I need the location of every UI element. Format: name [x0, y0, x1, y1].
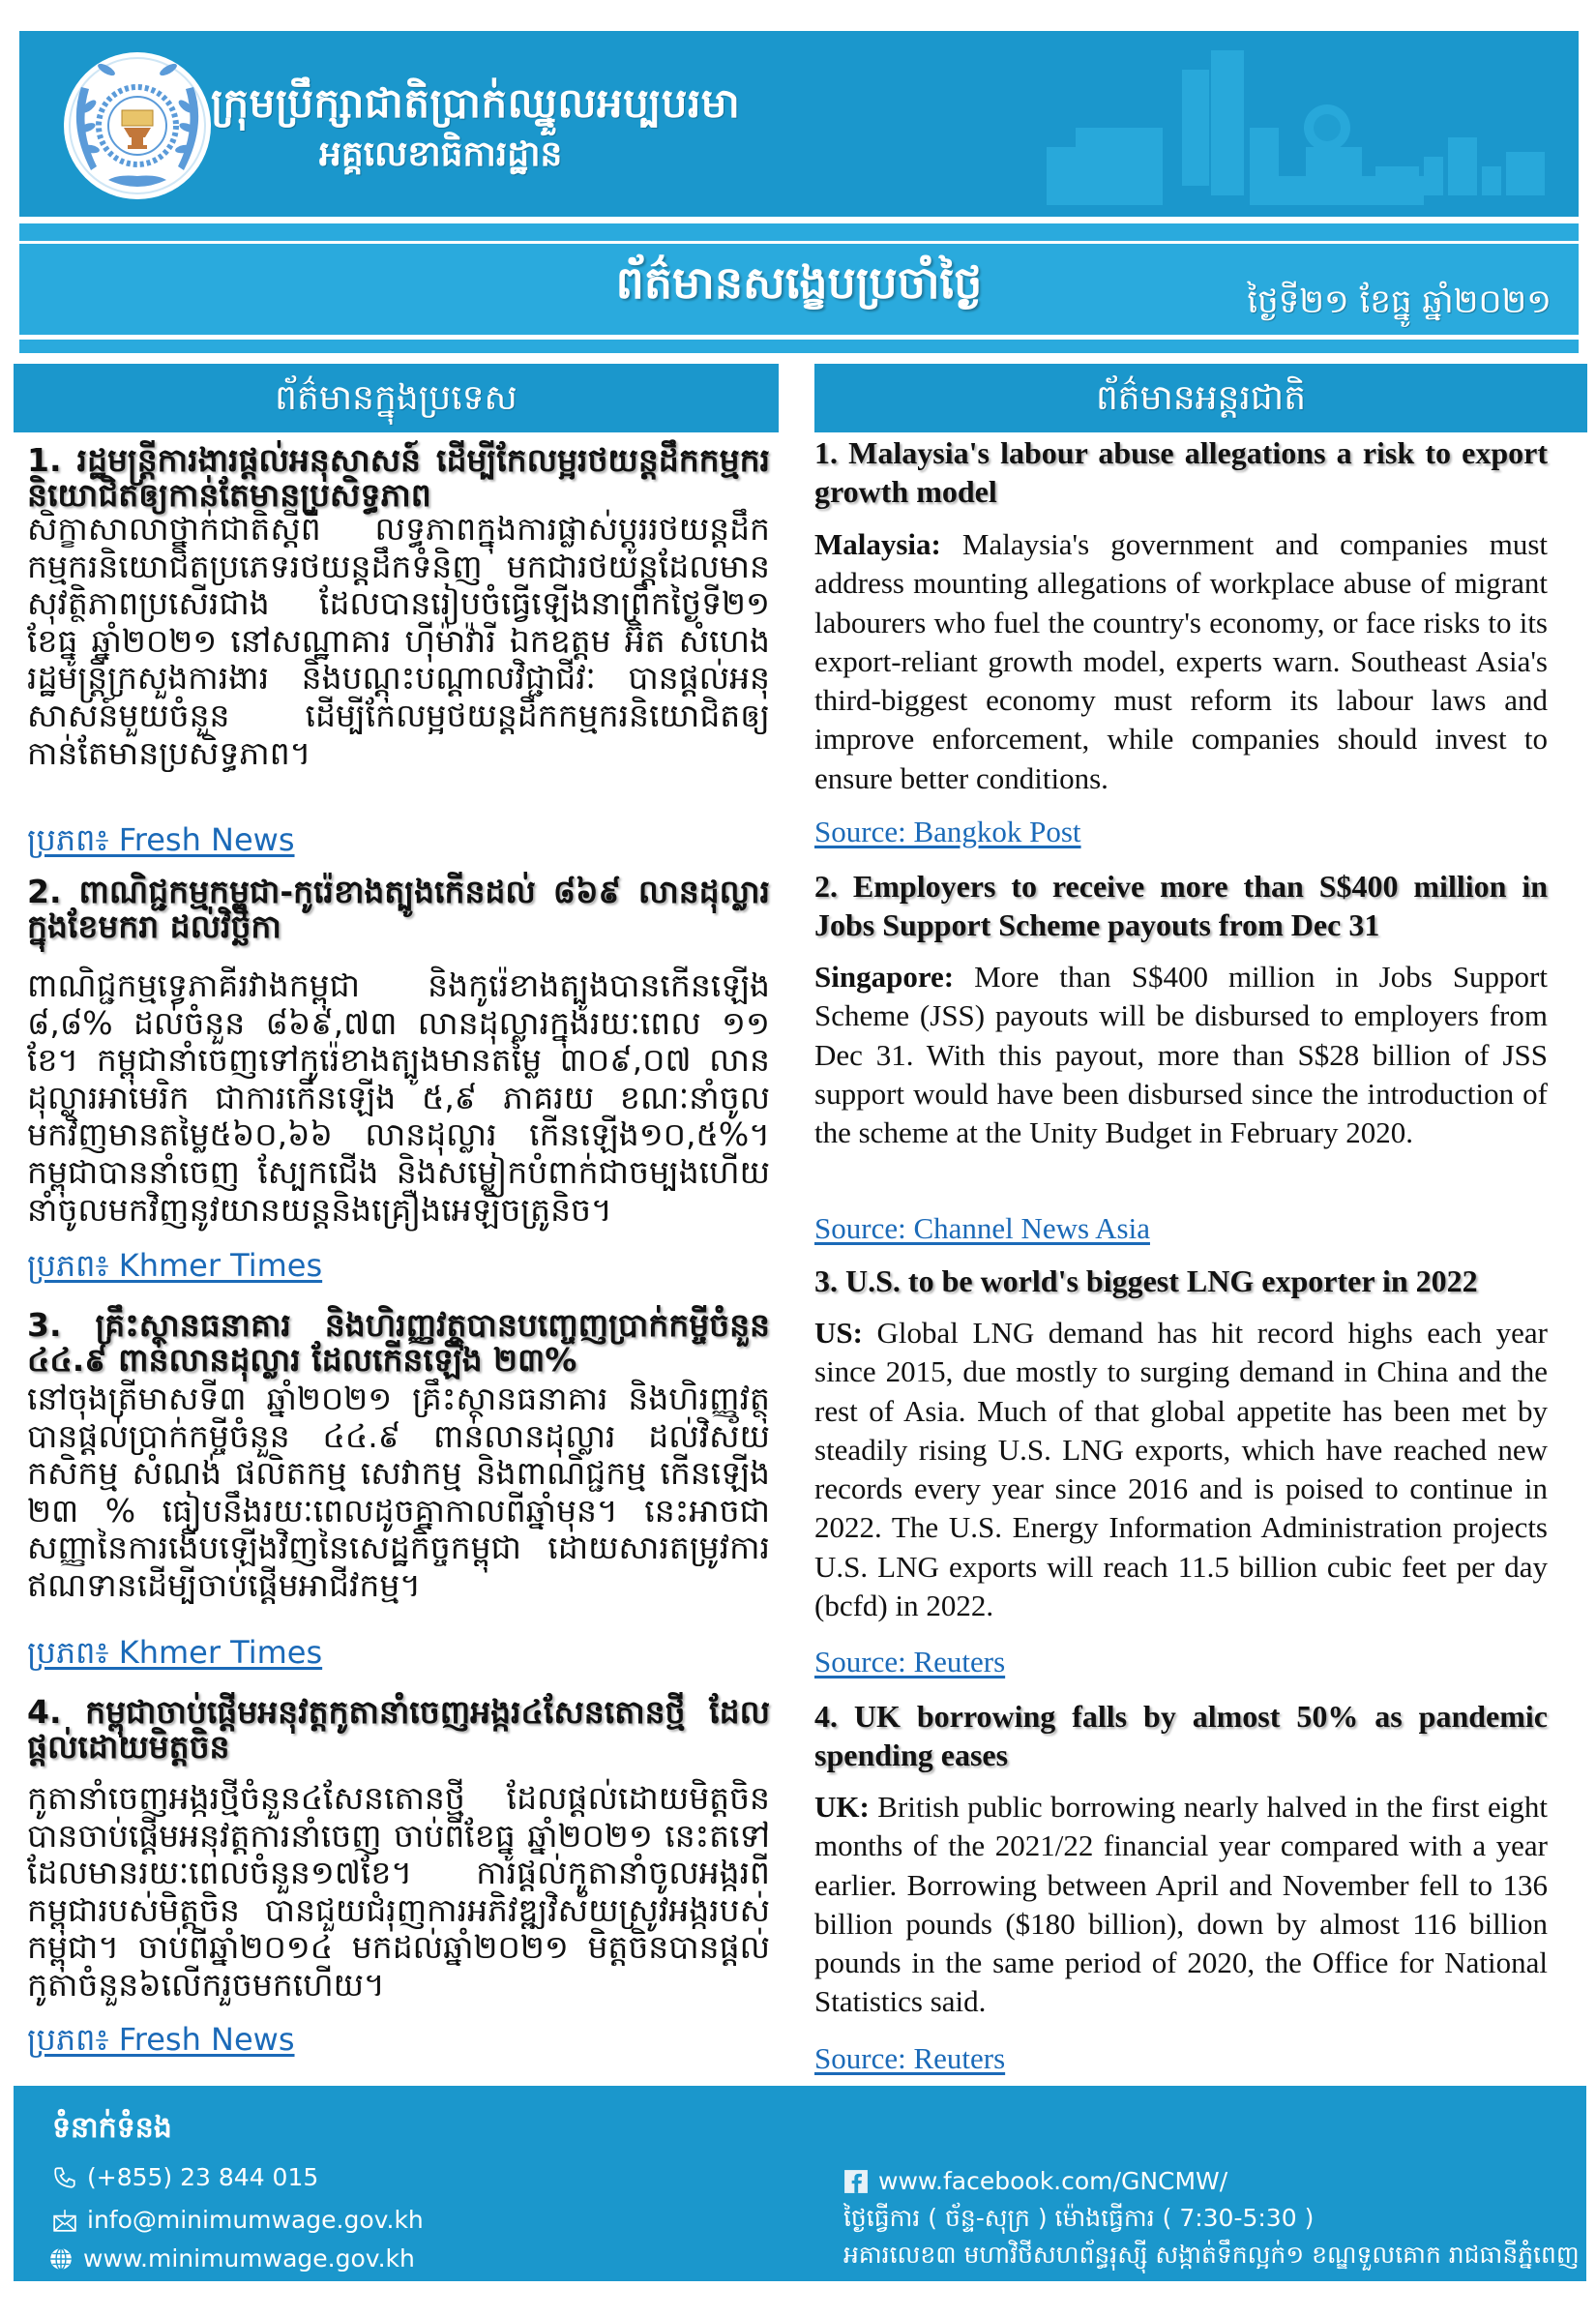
news-heading: 3. គ្រឹះស្ថានធនាគារ និងហិរញ្ញវត្ថុបានបញ្ចេញប្រាក់កម្ចីចំនួន ៤៤.៩ ពាន់លានដុល្លារ ដែលកើនឡើង ២៣%	[27, 1306, 770, 1379]
news-location: US:	[814, 1316, 863, 1350]
header-divider-strip	[19, 223, 1579, 241]
email-address[interactable]: info@minimumwage.gov.kh	[87, 2206, 424, 2234]
news-source-link[interactable]: Source: Reuters	[814, 1645, 1006, 1678]
facebook-url[interactable]: www.facebook.com/GNCMW/	[878, 2167, 1228, 2195]
international-news-item	[814, 867, 1548, 944]
news-source-link[interactable]: Source: Reuters	[814, 2041, 1006, 2075]
organization-subtitle: អគ្គលេខាធិការដ្ឋាន	[319, 134, 563, 174]
title-band	[19, 244, 1579, 335]
international-news-item	[814, 1262, 1548, 1300]
phone-icon	[52, 2165, 77, 2190]
bulletin-title: ព័ត៌មានសង្ខេបប្រចាំថ្ងៃ	[615, 256, 983, 309]
news-text: Global LNG demand has hit record highs each year since 2015, due mostly to surging demand in China and the rest of Asia. Much of that global appetite has been met by steadily rising U.S. LNG exports, which have reached new records every year since 2016 and is poised to continue in 2022. The U.S. Energy Information Administration projects U.S. LNG exports will reach 11.5 billion cubic feet per day (bcfd) in 2022.	[814, 1316, 1548, 1623]
news-body	[814, 958, 1548, 1152]
news-source-link[interactable]: Source: Bangkok Post	[814, 815, 1081, 848]
news-heading: 4. UK borrowing falls by almost 50% as pandemic spending eases	[814, 1699, 1548, 1772]
news-heading: 1. រដ្ឋមន្ត្រីការងារផ្តល់អនុសាសន៍ ដើម្បីកែលម្អរថយន្តដឹកកម្មករនិយោជិតឲ្យកាន់តែមានប្រសិទ្ធភាព	[27, 441, 770, 514]
cityscape-illustration	[1037, 31, 1579, 217]
ministry-seal-logo	[60, 48, 215, 203]
website-url[interactable]: www.minimumwage.gov.kh	[83, 2244, 415, 2272]
news-body-wrap	[27, 1780, 770, 2005]
news-heading: 2. ពាណិជ្ជកម្មកម្ពុជា-កូរ៉េខាងត្បូងកើនដល់ ៨៦៩ លានដុល្លារក្នុងខែមករា ដល់វិច្ឆិកា	[27, 873, 770, 945]
news-text: British public borrowing nearly halved in the first eight months of the 2021/22 financial year compared with a year earlier. Borrowing between April and November fell to 136 billion pounds ($180 billion), down by almost 116 billion pounds in the same period of 2020, the Office for National Statistics said.	[814, 1790, 1548, 2019]
domestic-news-item	[27, 1695, 770, 1765]
contact-email	[52, 2206, 424, 2234]
title-divider-strip	[19, 340, 1579, 353]
section-header-domestic: ព័ត៌មានក្នុងប្រទេស	[14, 364, 779, 432]
news-body: សិក្ខាសាលាថ្នាក់ជាតិស្តីពី លទ្ធភាពក្នុងការផ្លាស់ប្តូររថយន្តដឹកកម្មករនិយោជិតប្រភេទរថយន្តដឹកទំនិញ មកជារថយន្តដែលមានសុវត្ថិភាពប្រសើរជាង ដែលបានរៀបចំធ្វើឡើងនាព្រឹកថ្ងៃទី២១ ខែធ្នូ ឆ្នាំ២០២១ នៅសណ្ឋាគារ ហ៊ីម៉ាវ៉ារី ឯកឧត្តម អ៊ិត សំហេង រដ្ឋមន្ត្រីក្រសួងការងារ និងបណ្តុះបណ្តាលវិជ្ជាជីវៈ បានផ្តល់អនុសាសន៍មួយចំនួន ដើម្បីកែលម្អថយន្តដឹកកម្មករនិយោជិតឲ្យកាន់តែមានប្រសិទ្ធភាព។	[27, 510, 770, 772]
contact-phone	[52, 2163, 318, 2191]
news-source-link[interactable]: ប្រភព៖ Khmer Times	[27, 1247, 323, 1284]
mail-icon	[52, 2208, 77, 2233]
news-text: More than S$400 million in Jobs Support Scheme (JSS) payouts will be disbursed to employers from Dec 31. With this payout, more than S$28 billion of JSS support would have been disbursed since the introduction of the scheme at the Unity Budget in February 2020.	[814, 960, 1548, 1150]
header-banner	[19, 31, 1579, 217]
news-body-wrap	[814, 1314, 1548, 1625]
news-text: Malaysia's government and companies must address mounting allegations of workplace abuse of migrant labourers who fuel the country's economy, or face risks to its export-reliant growth model, experts warn. Southeast Asia's third-biggest economy must reform its labour laws and improve enforcement, while companies should invest to ensure better conditions.	[814, 527, 1548, 795]
news-body-wrap	[27, 1381, 770, 1605]
news-body	[814, 525, 1548, 798]
news-location: Singapore:	[814, 960, 955, 994]
news-body	[814, 1314, 1548, 1625]
news-source-link[interactable]: ប្រភព៖ Khmer Times	[27, 1634, 323, 1671]
contact-facebook	[843, 2167, 1227, 2195]
news-body	[814, 1788, 1548, 2022]
news-body-wrap	[814, 958, 1548, 1152]
phone-number[interactable]: (+855) 23 844 015	[87, 2163, 319, 2191]
news-heading: 4. កម្ពុជាចាប់ផ្តើមអនុវត្តកូតានាំចេញអង្ករ៤សែនតោនថ្មី ដែលផ្តល់ដោយមិត្តចិន	[27, 1693, 770, 1766]
news-heading: 1. Malaysia's labour abuse allegations a risk to export growth model	[814, 435, 1548, 509]
facebook-icon	[843, 2169, 869, 2194]
news-body-wrap	[814, 1788, 1548, 2022]
news-body-wrap	[27, 967, 770, 1229]
news-body-wrap	[814, 525, 1548, 798]
globe-icon	[48, 2246, 74, 2272]
contact-label: ទំនាក់ទំនង	[52, 2111, 172, 2145]
section-header-international: ព័ត៌មានអន្តរជាតិ	[814, 364, 1587, 432]
domestic-news-item	[27, 1308, 770, 1378]
news-source-link[interactable]: Source: Channel News Asia	[814, 1211, 1150, 1245]
domestic-news-item	[27, 443, 770, 513]
working-hours: ថ្ងៃធ្វើការ ( ច័ន្ទ-សុក្រ ) ម៉ោងធ្វើការ ( 7:30-5:30 )	[843, 2204, 1315, 2232]
bulletin-date: ថ្ងៃទី២១ ខែធ្នូ ឆ្នាំ២០២១	[1247, 282, 1552, 321]
office-address: អគារលេខ៣ មហាវិថីសហព័ន្ធរុស្ស៊ី សង្កាត់ទឹកល្អក់១ ខណ្ឌទួលគោក រាជធានីភ្នំពេញ	[843, 2241, 1580, 2269]
international-news-item	[814, 433, 1548, 511]
organization-name: ក្រុមប្រឹក្សាជាតិប្រាក់ឈ្នួលអប្បបរមា	[211, 79, 741, 127]
news-source-link[interactable]: ប្រភព៖ Fresh News	[27, 2021, 295, 2058]
news-body: ពាណិជ្ជកម្មទ្វេភាគីរវាងកម្ពុជា និងកូរ៉េខាងត្បូងបានកើនឡើង ៨,៨% ដល់ចំនួន ៨៦៩,៧៣ លានដុល្លារក្នុងរយៈពេល ១១ ខែ។ កម្ពុជានាំចេញទៅកូរ៉េខាងត្បូងមានតម្លៃ ៣០៩,០៧ លានដុល្លារអាមេរិក ជាការកើនឡើង ៥,៩ ភាគរយ ខណៈនាំចូលមកវិញមានតម្លៃ៥៦០,៦៦ លានដុល្លារ កើនឡើង១០,៥%។ កម្ពុជាបាននាំចេញ ស្បែកជើង និងសម្លៀកបំពាក់ជាចម្បងហើយនាំចូលមកវិញនូវយានយន្តនិងគ្រឿងអេឡិចត្រូនិច។	[27, 966, 770, 1229]
news-source-link[interactable]: ប្រភព៖ Fresh News	[27, 821, 295, 858]
news-body: កូតានាំចេញអង្ករថ្មីចំនួន៤សែនតោនថ្មី ដែលផ្តល់ដោយមិត្តចិន បានចាប់ផ្តើមអនុវត្តការនាំចេញ ចាប់ពីខែធ្នូ ឆ្នាំ២០២១ នេះតទៅ ដែលមានរយៈពេលចំនួន១៧ខែ។ ការផ្តល់កូតានាំចូលអង្ករពីកម្ពុជារបស់មិត្តចិន បានជួយជំរុញការអភិវឌ្ឍវិស័យស្រូវអង្ករបស់កម្ពុជា។ ចាប់ពីឆ្នាំ២០១៤ មកដល់ឆ្នាំ២០២១ មិត្តចិនបានផ្តល់កូតាចំនួន៦លើករួចមកហើយ។	[27, 1779, 770, 2004]
domestic-news-item	[27, 875, 770, 944]
footer-contact	[14, 2086, 1586, 2281]
news-location: UK:	[814, 1790, 870, 1824]
international-news-item	[814, 1697, 1548, 1774]
news-heading: 3. U.S. to be world's biggest LNG exporter in 2022	[814, 1263, 1478, 1298]
contact-website	[48, 2244, 415, 2272]
news-body-wrap	[27, 511, 770, 772]
news-heading: 2. Employers to receive more than S$400 million in Jobs Support Scheme payouts from Dec 31	[814, 869, 1548, 942]
news-location: Malaysia:	[814, 527, 941, 561]
news-body: នៅចុងត្រីមាសទី៣ ឆ្នាំ២០២១ គ្រឹះស្ថានធនាគារ និងហិរញ្ញវត្ថុបានផ្តល់ប្រាក់កម្ចីចំនួន ៤៤.៩ ពាន់លានដុល្លារ ដល់វិស័យកសិកម្ម សំណង់ ផលិតកម្ម សេវាកម្ម និងពាណិជ្ជកម្ម កើនឡើង ២៣ % ធៀបនឹងរយៈពេលដូចគ្នាកាលពីឆ្នាំមុន។ នេះអាចជាសញ្ញានៃការងើបឡើងវិញនៃសេដ្ឋកិច្ចកម្ពុជា ដោយសារតម្រូវការឥណទានដើម្បីចាប់ផ្តើមអាជីវកម្ម។	[27, 1380, 770, 1604]
